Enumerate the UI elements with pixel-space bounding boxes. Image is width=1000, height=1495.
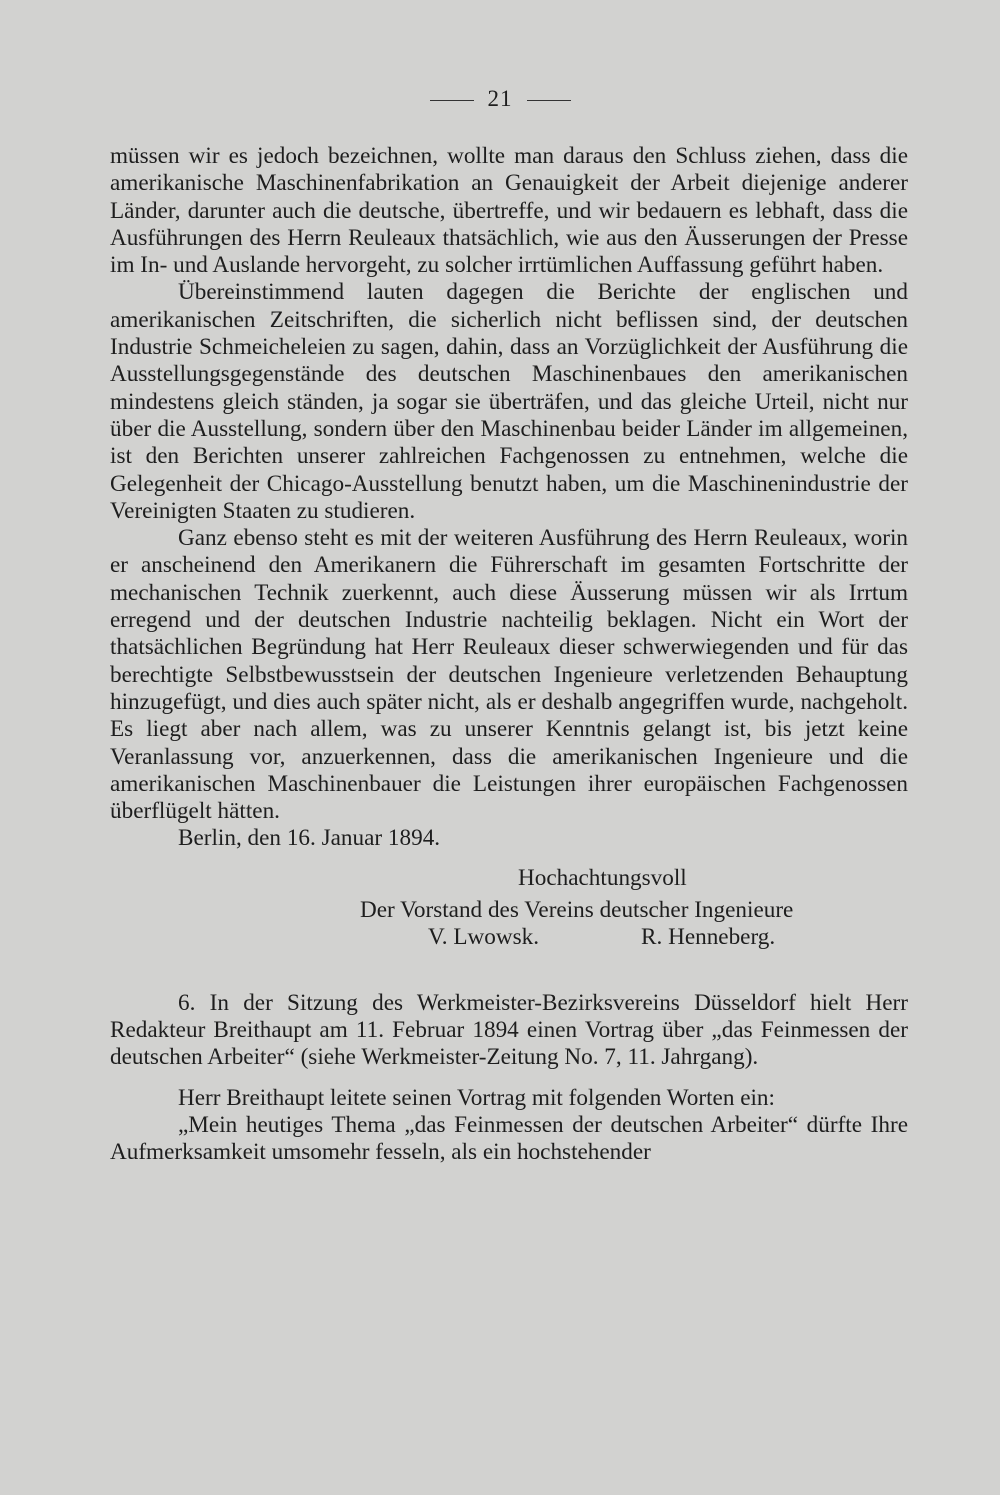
page-number-text: 21 bbox=[487, 86, 513, 111]
signer-lwowsk: V. Lwowsk. bbox=[428, 924, 540, 951]
signer-henneberg: R. Henneberg. bbox=[641, 924, 776, 951]
page-number bbox=[0, 86, 1000, 112]
body-text bbox=[110, 143, 908, 1166]
section-6 bbox=[110, 990, 908, 1167]
letter-closing bbox=[110, 865, 908, 952]
section-6-intro: 6. In der Sitzung des Werkmeister-Bezirksvereins Düsseldorf hielt Herr Redakteur Breithaupt am 11. Februar 1894 einen Vortrag über „das Feinmessen der deutschen Arbeiter“ (siehe Werkmeister-Zeitung No. 7, 11. Jahrgang). bbox=[110, 989, 908, 1071]
closing-signatures bbox=[110, 924, 908, 951]
paragraph-leadership: Ganz ebenso steht es mit der weiteren Ausführung des Herrn Reuleaux, worin er anscheinend den Amerikanern die Führerschaft im gesamten Fortschritte der mechanischen Technik zuerkennt, auch diese Äusserung müssen wir als Irrtum erregend und der deutschen Industrie nachteilig beklagen. Nicht ein Wort der thatsächlichen Begründung hat Herr Reuleaux dieser schwerwiegenden und für das berechtigte Selbstbewusstsein der deutschen Ingenieure verletzenden Behauptung hinzugefügt, und dies auch später nicht, als er deshalb angegriffen wurde, nachgeholt. Es liegt aber nach allem, was zu unserer Kenntnis gelangt ist, bis jetzt keine Veranlassung vor, anzuerkennen, dass die amerikanischen Ingenieure und die amerikanischen Maschinenbauer die Leistungen ihrer europäischen Fachgenossen überflügelt hätten. bbox=[110, 525, 908, 825]
paragraph-reports: Übereinstimmend lauten dagegen die Berichte der englischen und amerikanischen Zeitschriften, die sicherlich nicht beflissen sind, der deutschen Industrie Schmeicheleien zu sagen, dahin, dass an Vorzüglichkeit der Ausführung die Ausstellungsgegenstände des deutschen Maschinenbaues den amerikanischen mindestens gleich ständen, ja sogar sie überträfen, und das gleiche Urteil, nicht nur über die Ausstellung, sondern über den Maschinenbau beider Länder im allgemeinen, ist den Berichten unserer zahlreichen Fachgenossen zu entnehmen, welche die Gelegenheit der Chicago-Ausstellung benutzt haben, um die Maschinenindustrie der Vereinigten Staaten zu studieren. bbox=[110, 279, 908, 524]
section-6-quote: „Mein heutiges Thema „das Feinmessen der deutschen Arbeiter“ dürfte Ihre Aufmerksamkeit umsomehr fesseln, als ein hochstehender bbox=[110, 1111, 908, 1166]
page-number-dash-left bbox=[430, 100, 474, 101]
closing-greeting: Hochachtungsvoll bbox=[518, 864, 687, 891]
closing-board: Der Vorstand des Vereins deutscher Ingenieure bbox=[360, 897, 794, 924]
paragraph-continued: müssen wir es jedoch bezeichnen, wollte man daraus den Schluss ziehen, dass die amerikanische Maschinenfabrikation an Genauigkeit der Arbeit diejenige anderer Länder, darunter auch die deutsche, übertreffe, und wir bedauern es lebhaft, dass die Ausführungen des Herrn Reuleaux thatsächlich, wie aus den Äusserungen der Presse im In- und Auslande hervorgeht, zu solcher irrtümlichen Auffassung geführt haben. bbox=[110, 143, 908, 279]
page-number-dash-right bbox=[527, 100, 571, 101]
date-line: Berlin, den 16. Januar 1894. bbox=[178, 825, 441, 852]
section-6-lead: Herr Breithaupt leitete seinen Vortrag mit folgenden Worten ein: bbox=[178, 1084, 775, 1111]
